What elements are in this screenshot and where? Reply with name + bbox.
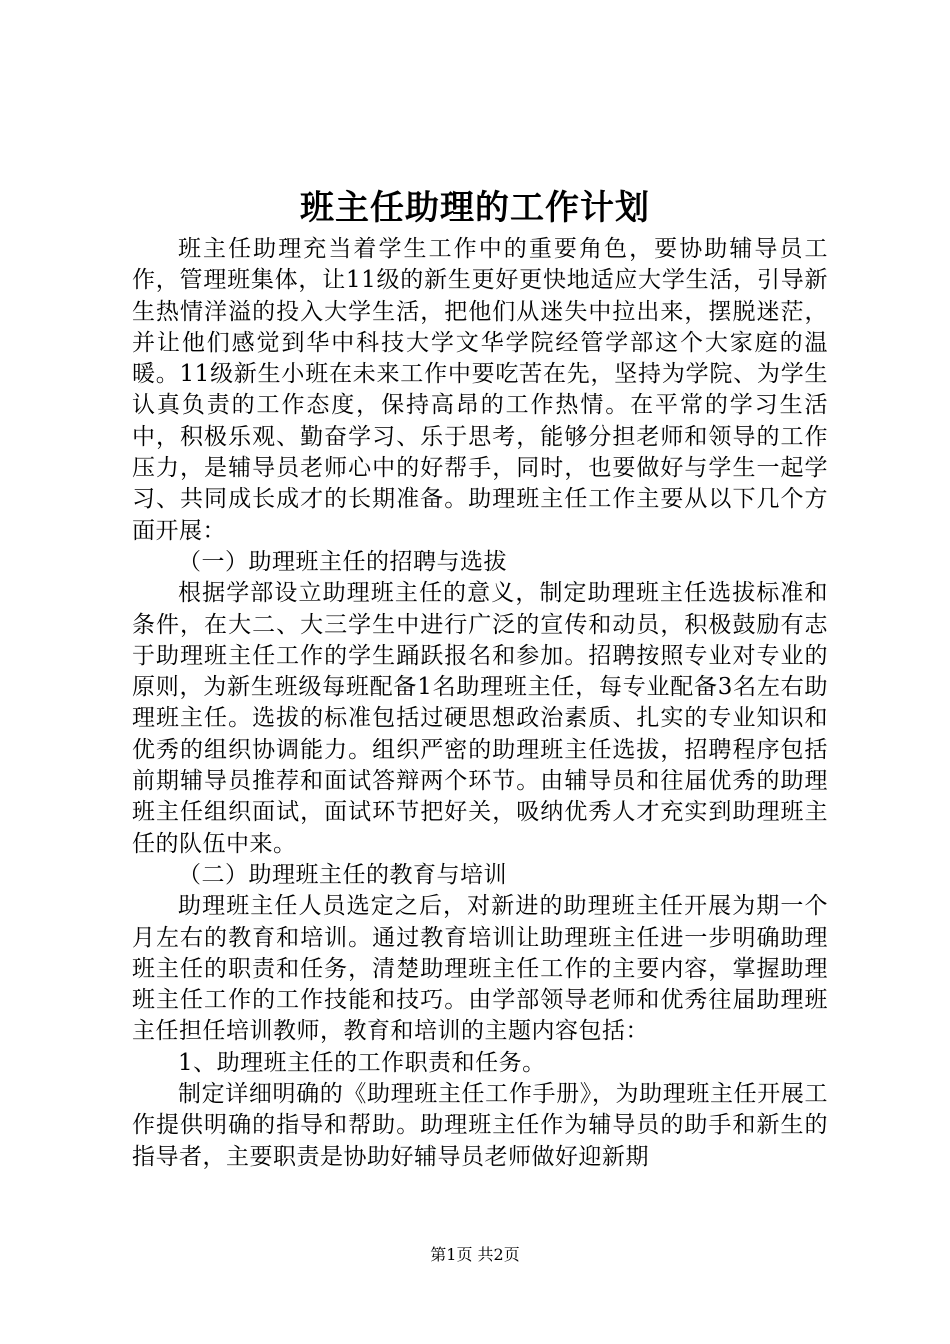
paragraph-training: 助理班主任人员选定之后，对新进的助理班主任开展为期一个月左右的教育和培训。通过教育培训让助理班主任进一步明确助理班主任的职责和任务，清楚助理班主任工作的主要内容，掌握助理班主任工作的工作技能和技巧。由学部领导老师和优秀往届助理班主任担任培训教师，教育和培训的主题内容包括： xyxy=(132,893,828,1045)
document-body xyxy=(132,234,828,1173)
paragraph-duties: 制定详细明确的《助理班主任工作手册》，为助理班主任开展工作提供明确的指导和帮助。助理班主任作为辅导员的助手和新生的指导者，主要职责是协助好辅导员老师做好迎新期 xyxy=(132,1081,828,1170)
section-heading-recruitment: （一）助理班主任的招聘与选拔 xyxy=(178,548,507,575)
list-item-duties: 1、助理班主任的工作职责和任务。 xyxy=(178,1049,546,1076)
paragraph-recruitment: 根据学部设立助理班主任的意义，制定助理班主任选拔标准和条件，在大二、大三学生中进行广泛的宣传和动员，积极鼓励有志于助理班主任工作的学生踊跃报名和参加。招聘按照专业对专业的原则，为新生班级每班配备1名助理班主任，每专业配备3名左右助理班主任。选拔的标准包括过硬思想政治素质、扎实的专业知识和优秀的组织协调能力。组织严密的助理班主任选拔，招聘程序包括前期辅导员推荐和面试答辩两个环节。由辅导员和往届优秀的助理班主任组织面试，面试环节把好关，吸纳优秀人才充实到助理班主任的队伍中来。 xyxy=(132,580,828,857)
section-heading-training: （二）助理班主任的教育与培训 xyxy=(178,861,507,888)
page-title: 班主任助理的工作计划 xyxy=(300,188,650,228)
page-footer: 第1页 共2页 xyxy=(430,1245,520,1264)
paragraph-intro: 班主任助理充当着学生工作中的重要角色，要协助辅导员工作，管理班集体，让11级的新生更好更快地适应大学生活，引导新生热情洋溢的投入大学生活，把他们从迷失中拉出来，摆脱迷茫，并让他们感觉到华中科技大学文华学院经管学部这个大家庭的温暖。11级新生小班在未来工作中要吃苦在先，坚持为学院、为学生认真负责的工作态度，保持高昂的工作热情。在平常的学习生活中，积极乐观、勤奋学习、乐于思考，能够分担老师和领导的工作压力，是辅导员老师心中的好帮手，同时，也要做好与学生一起学习、共同成长成才的长期准备。助理班主任工作主要从以下几个方面开展： xyxy=(132,236,828,544)
